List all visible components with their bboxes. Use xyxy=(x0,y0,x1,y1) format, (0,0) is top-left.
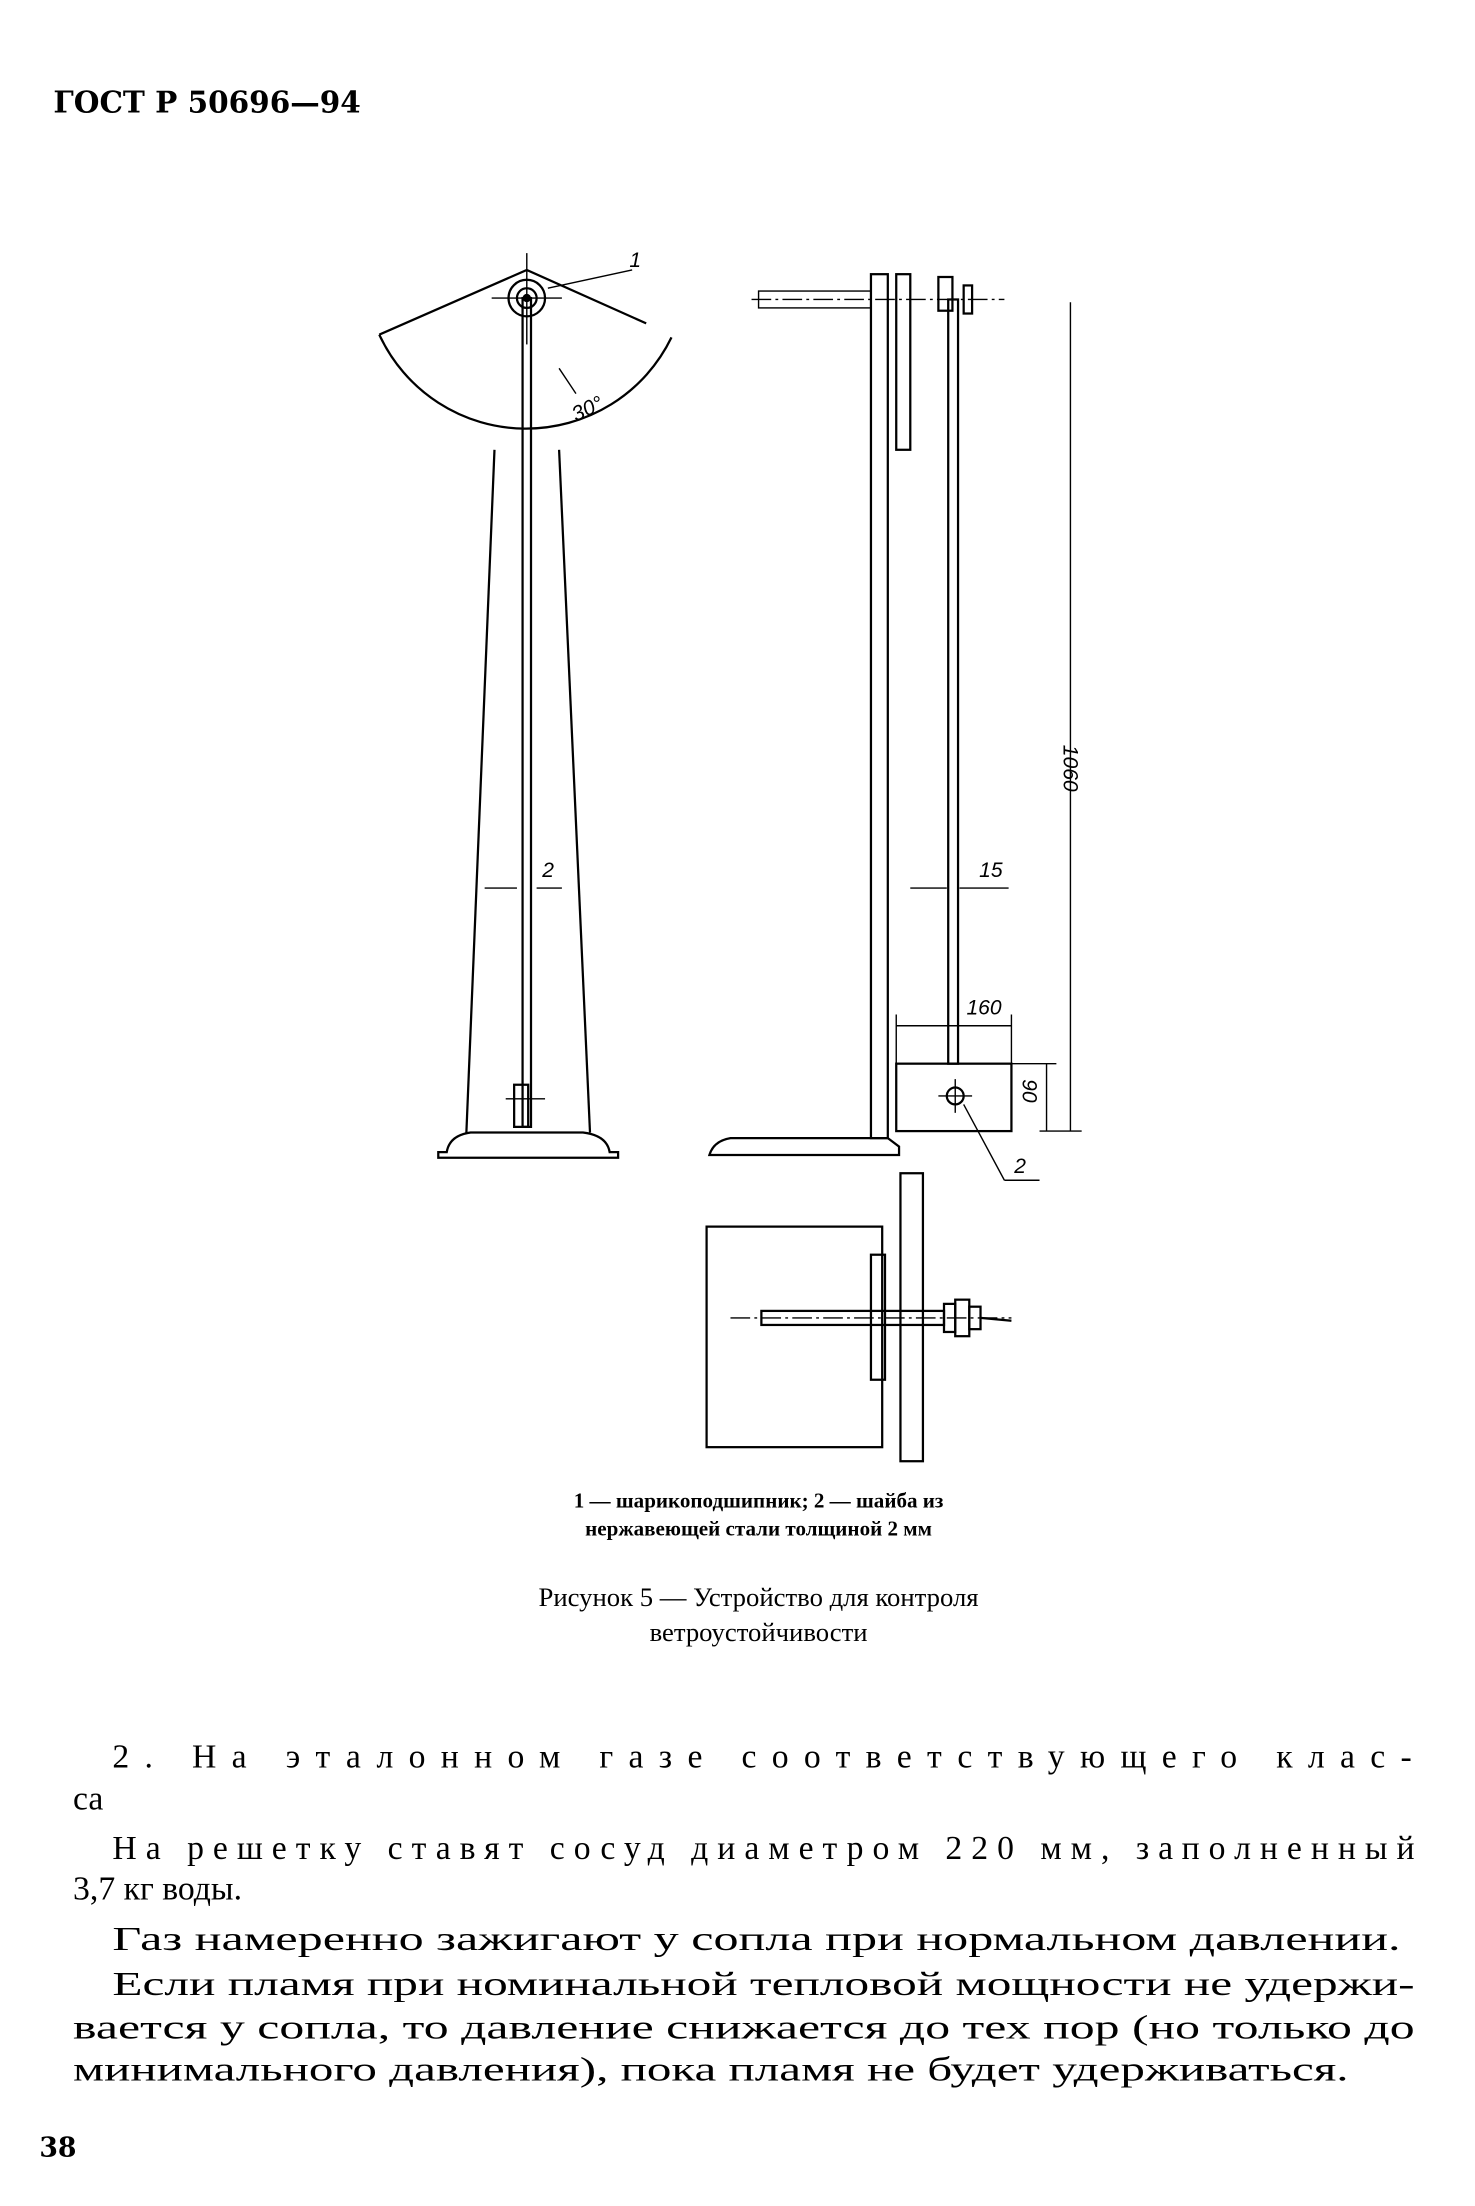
body-line: са xyxy=(73,1780,104,1818)
top-view xyxy=(707,1173,1012,1461)
dim-rod-width: 15 xyxy=(979,858,1003,882)
weight-block xyxy=(896,1064,1011,1131)
page-number: 38 xyxy=(39,2132,77,2164)
dim-weight-width: 160 xyxy=(966,996,1002,1020)
body-line: Газ намеренно зажигают у сопла при нормальном давлении. xyxy=(112,1921,1401,1959)
front-view xyxy=(379,249,671,1158)
figure-legend-line: 1 — шарикоподшипник; 2 — шайба из xyxy=(573,1488,944,1513)
body-line: минимального давления), пока пламя не будет удерживаться. xyxy=(73,2051,1349,2089)
dim-gap: 2 xyxy=(542,858,554,882)
dim-weight-height: 90 xyxy=(1017,1079,1041,1103)
document-header: ГОСТ Р 50696—94 xyxy=(53,84,361,120)
callout-1: 1 xyxy=(629,249,642,273)
side-view xyxy=(709,274,1081,1180)
figure-5-drawing xyxy=(379,249,1081,1461)
figure-caption: Рисунок 5 — Устройство для контроля xyxy=(538,1581,979,1612)
pendulum-rod-side xyxy=(948,299,958,1063)
body-line: Если пламя при номинальной тепловой мощности не удержи- xyxy=(112,1966,1415,2004)
callout-2: 2 xyxy=(1014,1155,1026,1179)
washer xyxy=(514,1085,528,1127)
dim-height: 1060 xyxy=(1058,744,1082,792)
figure-caption: ветроустойчивости xyxy=(649,1617,868,1648)
body-line: 3,7 кг воды. xyxy=(73,1870,243,1908)
stand-post xyxy=(871,274,888,1138)
figure-legend-line: нержавеющей стали толщиной 2 мм xyxy=(585,1516,933,1541)
side-base xyxy=(709,1138,899,1155)
body-line: 2. На эталонном газе соответствующего клас- xyxy=(112,1738,1412,1776)
pendulum-rod xyxy=(523,298,531,1127)
angle-label: 30° xyxy=(568,391,607,427)
stand-base xyxy=(438,1133,618,1158)
body-line: На решетку ставят сосуд диаметром 220 мм, заполненный xyxy=(112,1829,1415,1867)
body-line: вается у сопла, то давление снижается до тех пор (но только до xyxy=(73,2009,1415,2047)
